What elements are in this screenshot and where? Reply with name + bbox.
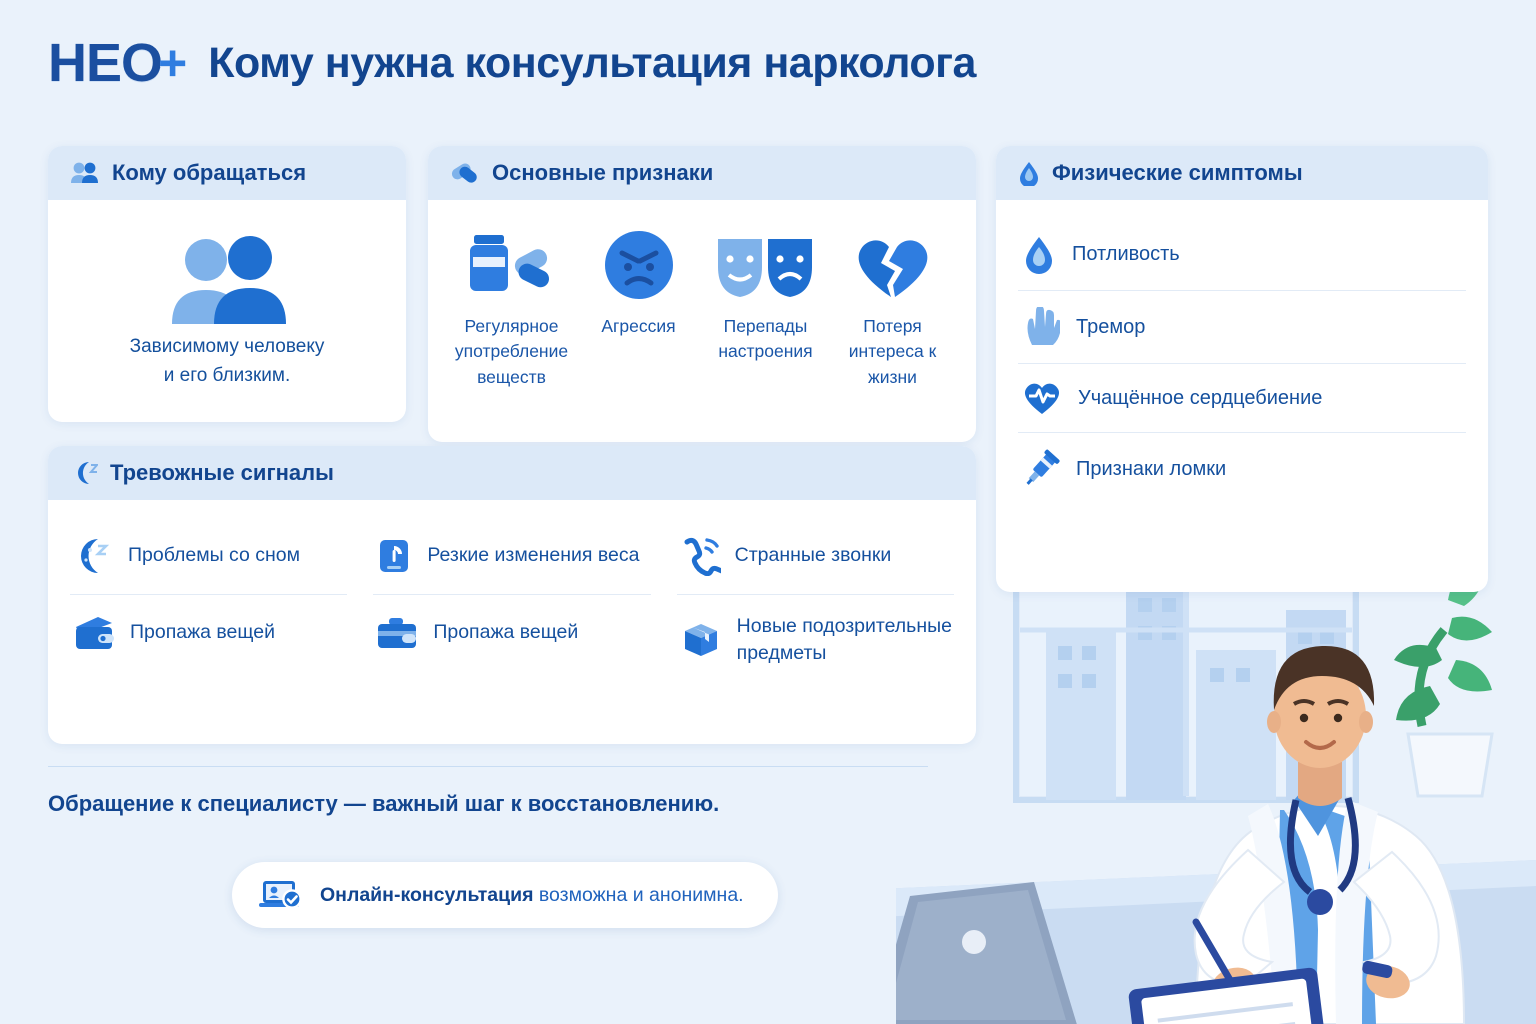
card-signs-body [428, 200, 976, 412]
moon-sleep-icon [70, 460, 98, 486]
pills-icon [450, 160, 480, 186]
sign-label: Агрессия [601, 316, 676, 336]
droplet-icon [1022, 234, 1056, 274]
sign-label: Потеря интереса к жизни [848, 316, 937, 387]
card-who-title: Кому обращаться [112, 160, 307, 185]
card-physical-header [996, 146, 1488, 200]
list-item-label: Новые подозрительные предметы [736, 615, 952, 665]
alarm-cell [70, 518, 347, 595]
list-item-label: Резкие изменения веса [427, 544, 640, 567]
scale-icon [375, 536, 413, 576]
list-item [1018, 433, 1466, 505]
alarm-cell [373, 595, 650, 686]
users-icon [70, 161, 100, 185]
list-item-label: Потливость [1072, 242, 1180, 265]
online-consultation-rest: возможна и анонимна. [533, 883, 744, 906]
phone-call-icon [679, 536, 721, 576]
sign-label: Перепады настроения [718, 316, 813, 362]
list-item [677, 518, 954, 595]
wallet-icon [72, 613, 116, 653]
online-consultation-strong: Онлайн-консультация [320, 883, 534, 906]
alarm-grid [70, 518, 954, 686]
card-alarm-header [48, 446, 976, 500]
card-physical-body [996, 200, 1488, 527]
theater-masks-icon [704, 226, 827, 304]
card-who-to-contact [48, 146, 406, 422]
card-physical-symptoms [996, 146, 1488, 592]
briefcase-icon [375, 613, 419, 653]
list-item [1018, 291, 1466, 364]
footer-note-text: Обращение к специалисту — важный шаг к восстановлению. [48, 791, 720, 816]
alarm-cell [70, 595, 347, 686]
box-icon [679, 618, 723, 662]
alarm-cell [677, 595, 954, 686]
signs-grid [450, 226, 954, 390]
online-consultation-text [320, 884, 744, 907]
list-item [1018, 364, 1466, 433]
sign-item [577, 226, 700, 390]
card-alarm-body [48, 500, 976, 708]
card-alarm-title: Тревожные сигналы [110, 460, 334, 485]
online-consultation-badge [232, 862, 778, 928]
page-header [48, 33, 976, 93]
logo-plus-icon: + [158, 35, 187, 91]
who-description-line1: Зависимому человеку [129, 336, 325, 357]
list-item [677, 595, 954, 686]
list-item-label: Странные звонки [734, 544, 892, 567]
card-signs-title: Основные признаки [492, 160, 714, 185]
who-description-line2: и его близким. [163, 365, 291, 387]
list-item-label: Признаки ломки [1076, 457, 1227, 480]
list-item-label: Пропажа вещей [130, 621, 275, 644]
page-title: Кому нужна консультация нарколога [208, 38, 976, 87]
card-main-signs [428, 146, 976, 442]
card-physical-title: Физические симптомы [1052, 160, 1303, 185]
list-item [373, 518, 650, 595]
droplet-icon [1018, 160, 1040, 186]
heart-pulse-icon [1022, 380, 1062, 416]
footer-note [48, 766, 928, 817]
pill-bottle-icon [450, 226, 573, 304]
list-item-label: Учащённое сердцебиение [1078, 386, 1323, 409]
list-item [70, 518, 347, 595]
moon-sleep-icon [72, 536, 114, 576]
syringe-icon [1022, 449, 1060, 489]
sign-item [704, 226, 827, 390]
card-alarm-signals [48, 446, 976, 744]
sign-label: Регулярное употребление веществ [454, 316, 569, 387]
list-item [70, 595, 347, 671]
card-who-body [48, 200, 406, 413]
who-description [70, 332, 384, 391]
who-illustration [70, 234, 384, 326]
alarm-cell [373, 518, 650, 595]
list-item [373, 595, 650, 671]
list-item-label: Пропажа вещей [433, 621, 579, 644]
list-item [1018, 218, 1466, 291]
sign-item [450, 226, 573, 390]
card-signs-header [428, 146, 976, 200]
sign-item [831, 226, 954, 390]
logo [48, 33, 187, 93]
card-who-header [48, 146, 406, 200]
alarm-cell [677, 518, 954, 595]
angry-face-icon [577, 226, 700, 304]
logo-text: НЕО [48, 33, 163, 93]
list-item-label: Проблемы со сном [128, 544, 301, 567]
broken-heart-icon [831, 226, 954, 304]
list-item-label: Тремор [1076, 315, 1146, 338]
trembling-hand-icon [1022, 307, 1060, 347]
laptop-check-icon [258, 878, 304, 912]
